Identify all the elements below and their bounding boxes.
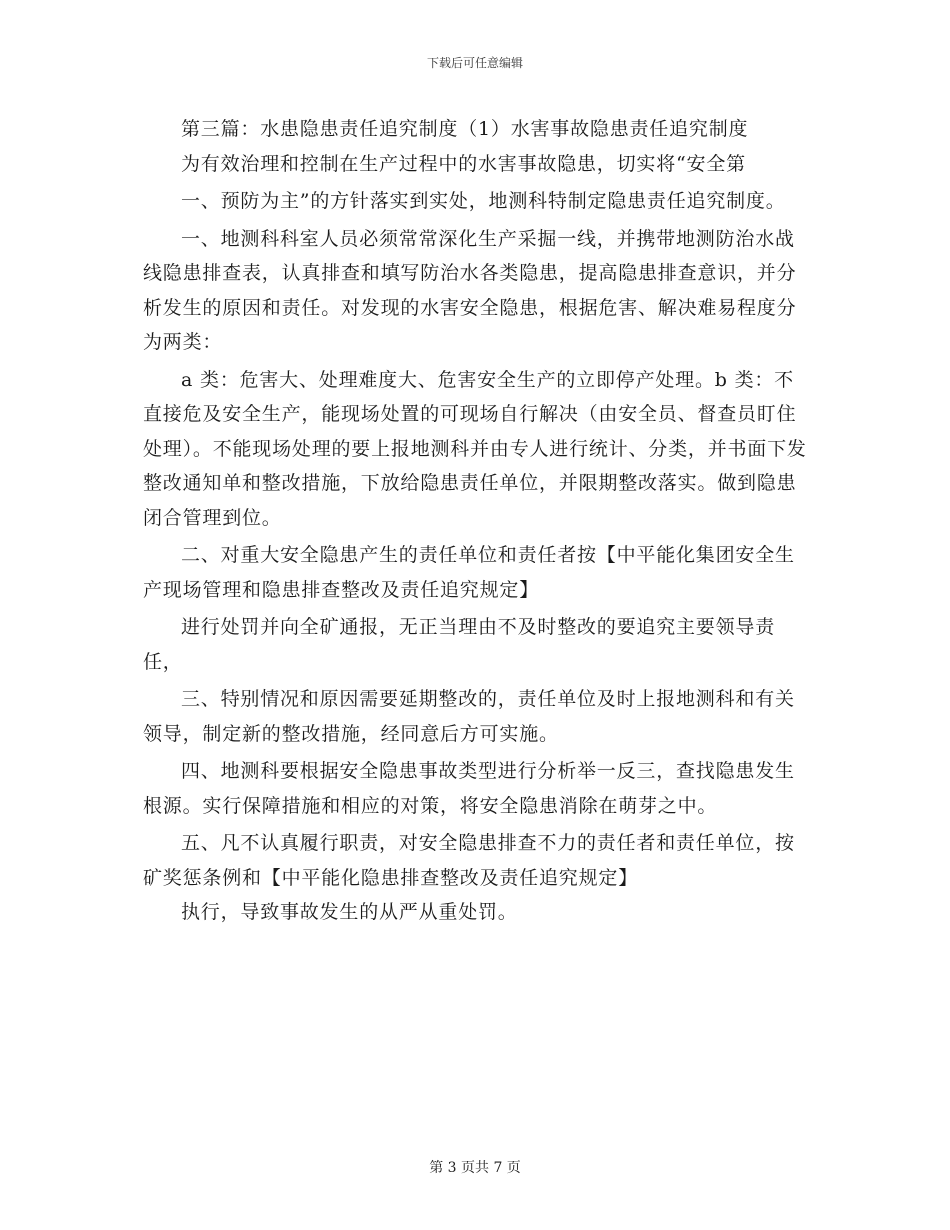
paragraph: 一、地测科科室人员必须常常深化生产采掘一线，并携带地测防治水战线隐患排查表，认真排查和填写防治水各类隐患，提高隐患排查意识，并分析发生的原因和责任。对发现的水害安全隐患，根据危害、解决难易程度分为两类：	[143, 227, 797, 353]
paragraph: 四、地测科要根据安全隐患事故类型进行分析举一反三，查找隐患发生根源。实行保障措施和相应的对策，将安全隐患消除在萌芽之中。	[143, 760, 795, 817]
paragraph: 二、对重大安全隐患产生的责任单位和责任者按【中平能化集团安全生产现场管理和隐患排查整改及责任追究规定】	[143, 544, 795, 601]
paragraph: a 类：危害大、处理难度大、危害安全生产的立即停产处理。b 类：不直接危及安全生产，能现场处置的可现场自行解决（由安全员、督查员盯住处理）。不能现场处理的要上报地测科并由专人进行统计、分类，并书面下发整改通知单和整改措施，下放给隐患责任单位，并限期整改落实。做到隐患闭合管理到位。	[143, 368, 807, 529]
paragraph: 进行处罚并向全矿通报，无正当理由不及时整改的要追究主要领导责任，	[143, 616, 776, 673]
paragraph: 为有效治理和控制在生产过程中的水害事故隐患，切实将“安全第	[181, 152, 746, 175]
document-title: 第三篇：水患隐患责任追究制度（1）水害事故隐患责任追究制度	[181, 118, 749, 140]
paragraph: 执行，导致事故发生的从严从重处罚。	[181, 901, 518, 923]
page-footer: 第 3 页共 7 页	[429, 1160, 521, 1176]
document-body	[143, 112, 808, 930]
paragraph: 一、预防为主”的方针落实到实处，地测科特制定隐患责任追究制度。	[181, 190, 786, 212]
page-header: 下载后可任意编辑	[426, 56, 523, 70]
paragraph: 三、特别情况和原因需要延期整改的，责任单位及时上报地测科和有关领导，制定新的整改措施，经同意后方可实施。	[143, 688, 795, 745]
paragraph: 五、凡不认真履行职责，对安全隐患排查不力的责任者和责任单位，按矿奖惩条例和【中平能化隐患排查整改及责任追究规定】	[143, 832, 795, 889]
